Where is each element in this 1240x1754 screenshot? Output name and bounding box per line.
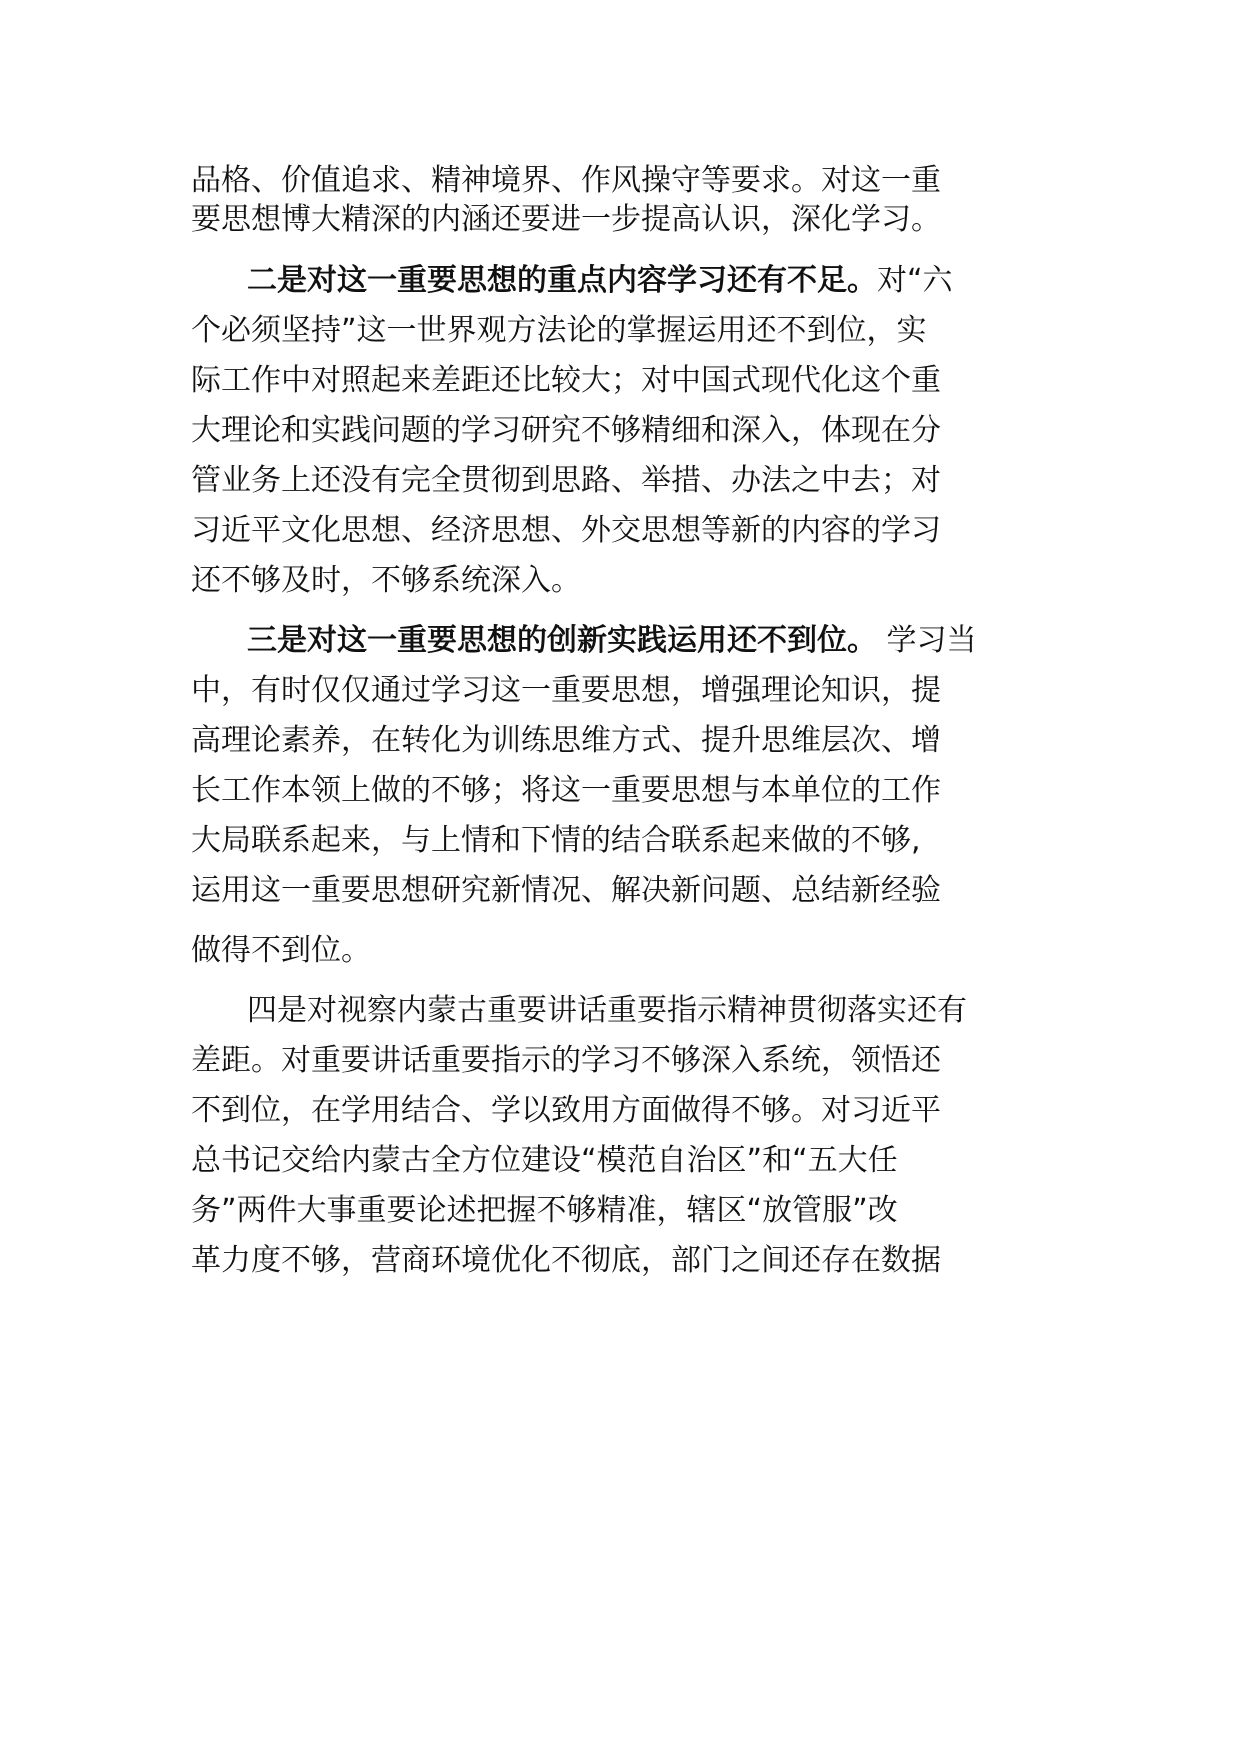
paragraph-line [191, 669, 1071, 713]
paragraph-line [191, 359, 1071, 403]
line-text: 高理论素养，在转化为训练思维方式、提升思维层次、增 [191, 723, 941, 758]
paragraph-line [191, 1239, 1071, 1283]
line-text: 习近平文化思想、经济思想、外交思想等新的内容的学习 [191, 513, 941, 548]
paragraph-line [191, 198, 1071, 242]
line-text: 长工作本领上做的不够；将这一重要思想与本单位的工作 [191, 773, 941, 808]
line-text: 运用这一重要思想研究新情况、解决新问题、总结新经验 [191, 873, 941, 908]
paragraph-line [191, 509, 1071, 553]
paragraph-line [191, 309, 1071, 353]
line-text: 还不够及时，不够系统深入。 [191, 563, 581, 598]
line-text: 差距。对重要讲话重要指示的学习不够深入系统，领悟还 [191, 1043, 941, 1078]
paragraph-line [247, 259, 1077, 303]
paragraph-line [191, 929, 1071, 973]
line-text: 大理论和实践问题的学习研究不够精细和深入，体现在分 [191, 413, 941, 448]
line-text: 品格、价值追求、精神境界、作风操守等要求。对这一重 [191, 163, 941, 198]
line-text: 管业务上还没有完全贯彻到思路、举措、办法之中去；对 [191, 463, 941, 498]
line-text: 不到位，在学用结合、学以致用方面做得不够。对习近平 [191, 1093, 941, 1128]
section-heading: 三是对这一重要思想的创新实践运用还不到位。 [247, 623, 877, 658]
line-text: 要思想博大精深的内涵还要进一步提高认识，深化学习。 [191, 202, 941, 237]
section-heading: 二是对这一重要思想的重点内容学习还有不足。 [247, 263, 877, 298]
line-text: 革力度不够，营商环境优化不彻底，部门之间还存在数据 [191, 1243, 941, 1278]
line-text: 中，有时仅仅通过学习这一重要思想，增强理论知识，提 [191, 673, 941, 708]
paragraph-line [247, 989, 1077, 1033]
paragraph-line [191, 1039, 1071, 1083]
line-text: 大局联系起来，与上情和下情的结合联系起来做的不够, [191, 823, 921, 858]
paragraph-line [191, 1139, 1071, 1183]
paragraph-line [191, 159, 1071, 203]
line-text: 对“六 [877, 263, 953, 298]
paragraph-line [191, 769, 1071, 813]
paragraph-line [191, 869, 1071, 913]
line-text: 总书记交给内蒙古全方位建设“模范自治区”和“五大任 [191, 1143, 898, 1178]
paragraph-line [191, 1189, 1071, 1233]
paragraph-line [191, 559, 1071, 603]
line-text: 务”两件大事重要论述把握不够精准，辖区“放管服”改 [191, 1193, 898, 1228]
line-text: 学习当 [877, 623, 977, 658]
paragraph-line [247, 619, 1077, 663]
line-text: 四是对视察内蒙古重要讲话重要指示精神贯彻落实还有 [247, 993, 967, 1028]
line-text: 做得不到位。 [191, 933, 371, 968]
line-text: 际工作中对照起来差距还比较大；对中国式现代化这个重 [191, 363, 941, 398]
paragraph-line [191, 459, 1071, 503]
line-text: 个必须坚持”这一世界观方法论的掌握运用还不到位，实 [191, 313, 927, 348]
paragraph-line [191, 1089, 1071, 1133]
paragraph-line [191, 409, 1071, 453]
paragraph-line [191, 719, 1071, 763]
paragraph-line [191, 819, 1071, 863]
